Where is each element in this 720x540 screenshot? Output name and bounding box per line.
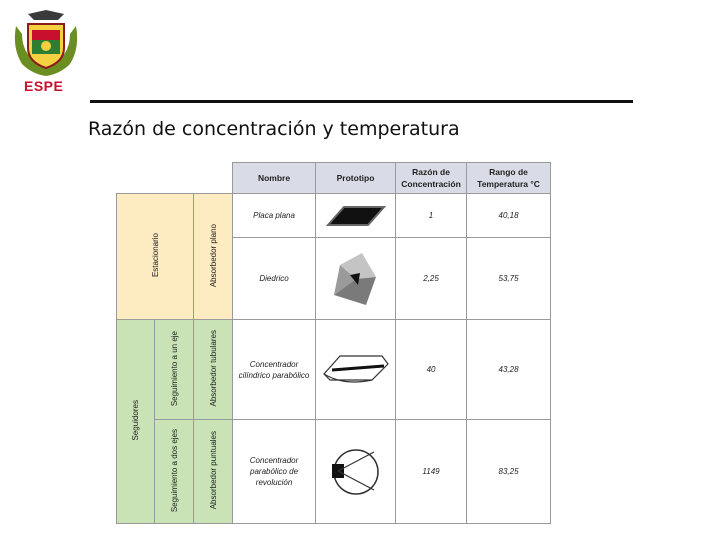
cell-prototipo [316, 320, 396, 420]
flat-plate-icon [324, 203, 388, 229]
cell-razon: 1 [396, 194, 467, 238]
group-estacionario [117, 194, 194, 320]
group-seguidores [117, 320, 155, 524]
brand-label: ESPE [24, 78, 64, 94]
group-absorbedor-puntuales [194, 420, 233, 524]
cell-razon: 40 [396, 320, 467, 420]
group-absorbedor-plano [194, 194, 233, 320]
header-rango: Rango de Temperatura °C [467, 163, 551, 194]
cell-nombre: Diedrico [233, 238, 316, 320]
parabolic-dish-icon [326, 442, 386, 502]
group-seguimiento-un-eje-label: Seguimiento a un eje [169, 330, 179, 407]
group-absorbedor-plano-label: Absorbedor plano [208, 223, 218, 288]
title-divider [90, 100, 633, 103]
table-row [117, 194, 551, 238]
cell-nombre: Placa plana [233, 194, 316, 238]
table-row [117, 420, 551, 524]
header-blank-cell [117, 163, 233, 194]
header-nombre: Nombre [233, 163, 316, 194]
cell-prototipo [316, 420, 396, 524]
table-header-row [117, 163, 551, 194]
cell-nombre: Concentrador cilíndrico parabólico [233, 320, 316, 420]
dihedral-icon [326, 247, 386, 311]
group-absorbedor-tubulares-label: Absorbedor tubulares [208, 330, 218, 407]
concentration-table [116, 162, 550, 522]
cell-rango: 40,18 [467, 194, 551, 238]
cell-nombre: Concentrador parabólico de revolución [233, 420, 316, 524]
cell-prototipo [316, 238, 396, 320]
group-estacionario-label: Estacionario [150, 233, 160, 278]
group-absorbedor-puntuales-label: Absorbedor puntuales [208, 431, 218, 510]
group-seguimiento-dos-ejes-label: Seguimiento a dos ejes [169, 428, 179, 513]
header-razon: Razón de Concentración [396, 163, 467, 194]
cell-razon: 2,25 [396, 238, 467, 320]
cell-razon: 1149 [396, 420, 467, 524]
page-title: Razón de concentración y temperatura [88, 118, 460, 140]
group-seguidores-label: Seguidores [131, 400, 140, 441]
cell-rango: 43,28 [467, 320, 551, 420]
cell-prototipo [316, 194, 396, 238]
group-seguimiento-un-eje [155, 320, 194, 420]
espe-crest-logo [8, 8, 84, 78]
table-row [117, 320, 551, 420]
header-prototipo: Prototipo [316, 163, 396, 194]
parabolic-trough-icon [320, 350, 392, 390]
group-seguimiento-dos-ejes [155, 420, 194, 524]
cell-rango: 53,75 [467, 238, 551, 320]
cell-rango: 83,25 [467, 420, 551, 524]
group-absorbedor-tubulares [194, 320, 233, 420]
